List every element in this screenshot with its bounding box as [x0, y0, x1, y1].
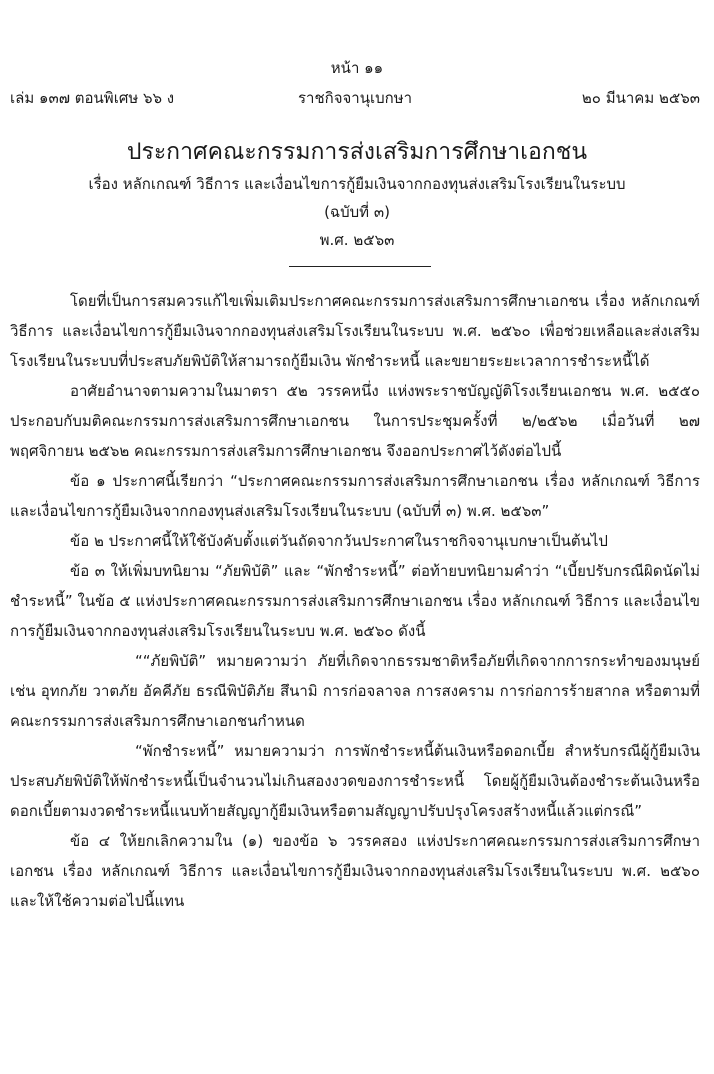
announcement-edition: (ฉบับที่ ๓) — [324, 203, 390, 221]
clause-2: ข้อ ๒ ประกาศนี้ให้ใช้บังคับตั้งแต่วันถัดจากวันประกาศในราชกิจจานุเบกษาเป็นต้นไป — [70, 532, 608, 550]
preamble-paragraph: โดยที่เป็นการสมควรแก้ไขเพิ่มเติมประกาศคณะกรรมการส่งเสริมการศึกษาเอกชน เรื่อง หลักเกณฑ์ วิธีการ และเงื่อนไขการกู้ยืมเงินจากกองทุนส่งเสริมโรงเรียนในระบบ พ.ศ. ๒๕๖๐ เพื่อช่วยเหลือและส่งเสริมโรงเรียนในระบบที่ประสบภัยพิบัติให้สามารถกู้ยืมเงิน พักชำระหนี้ และขยายระยะเวลาการชำระหนี้ได้ — [10, 292, 700, 370]
page-number: หน้า ๑๑ — [330, 59, 384, 77]
document-body — [10, 286, 700, 916]
volume-issue: เล่ม ๑๓๗ ตอนพิเศษ ๖๖ ง — [10, 89, 175, 107]
clause-3: ข้อ ๓ ให้เพิ่มบทนิยาม “ภัยพิบัติ” และ “พักชำระหนี้” ต่อท้ายบทนิยามคำว่า “เบี้ยปรับกรณีผิดนัดไม่ชำระหนี้” ในข้อ ๕ แห่งประกาศคณะกรรมการส่งเสริมการศึกษาเอกชน เรื่อง หลักเกณฑ์ วิธีการ และเงื่อนไขการกู้ยืมเงินจากกองทุนส่งเสริมโรงเรียนในระบบ พ.ศ. ๒๕๖๐ ดังนี้ — [10, 562, 700, 640]
definition-disaster: ““ภัยพิบัติ” หมายความว่า ภัยที่เกิดจากธรรมชาติหรือภัยที่เกิดจากการกระทำของมนุษย์ เช่น อุทกภัย วาตภัย อัคคีภัย ธรณีพิบัติภัย สึนามิ การก่อจลาจล การสงคราม การก่อการร้ายสากล หรือตามที่คณะกรรมการส่งเสริมการศึกษาเอกชนกำหนด — [10, 652, 700, 730]
announcement-title-block — [0, 134, 714, 254]
definition-debt-suspension: “พักชำระหนี้” หมายความว่า การพักชำระหนี้ต้นเงินหรือดอกเบี้ย สำหรับกรณีผู้กู้ยืมเงินประสบภัยพิบัติให้พักชำระหนี้เป็นจำนวนไม่เกินสองงวดของการชำระหนี้ โดยผู้กู้ยืมเงินต้องชำระต้นเงินหรือดอกเบี้ยตามงวดชำระหนี้แนบท้ายสัญญากู้ยืมเงินหรือตามสัญญาปรับปรุงโครงสร้างหนี้แล้วแต่กรณี” — [10, 742, 700, 820]
clause-4: ข้อ ๔ ให้ยกเลิกความใน (๑) ของข้อ ๖ วรรคสอง แห่งประกาศคณะกรรมการส่งเสริมการศึกษาเอกชน เรื่อง หลักเกณฑ์ วิธีการ และเงื่อนไขการกู้ยืมเงินจากกองทุนส่งเสริมโรงเรียนในระบบ พ.ศ. ๒๕๖๐ และให้ใช้ความต่อไปนี้แทน — [10, 832, 700, 910]
announcement-title: ประกาศคณะกรรมการส่งเสริมการศึกษาเอกชน — [126, 139, 588, 165]
announcement-subject: เรื่อง หลักเกณฑ์ วิธีการ และเงื่อนไขการกู้ยืมเงินจากกองทุนส่งเสริมโรงเรียนในระบบ — [88, 175, 626, 193]
gazette-name: ราชกิจจานุเบกษา — [297, 89, 413, 107]
publication-date: ๒๐ มีนาคม ๒๕๖๓ — [581, 89, 700, 107]
announcement-year: พ.ศ. ๒๕๖๓ — [319, 231, 395, 249]
running-header — [10, 86, 700, 108]
authority-paragraph: อาศัยอำนาจตามความในมาตรา ๕๒ วรรคหนึ่ง แห่งพระราชบัญญัติโรงเรียนเอกชน พ.ศ. ๒๕๕๐ ประกอบกับมติคณะกรรมการส่งเสริมการศึกษาเอกชน ในการประชุมครั้งที่ ๒/๒๕๖๒ เมื่อวันที่ ๒๗ พฤศจิกายน ๒๕๖๒ คณะกรรมการส่งเสริมการศึกษาเอกชน จึงออกประกาศไว้ดังต่อไปนี้ — [10, 382, 700, 460]
title-divider — [289, 266, 431, 267]
clause-1: ข้อ ๑ ประกาศนี้เรียกว่า “ประกาศคณะกรรมการส่งเสริมการศึกษาเอกชน เรื่อง หลักเกณฑ์ วิธีการ และเงื่อนไขการกู้ยืมเงินจากกองทุนส่งเสริมโรงเรียนในระบบ (ฉบับที่ ๓) พ.ศ. ๒๕๖๓” — [10, 472, 700, 520]
